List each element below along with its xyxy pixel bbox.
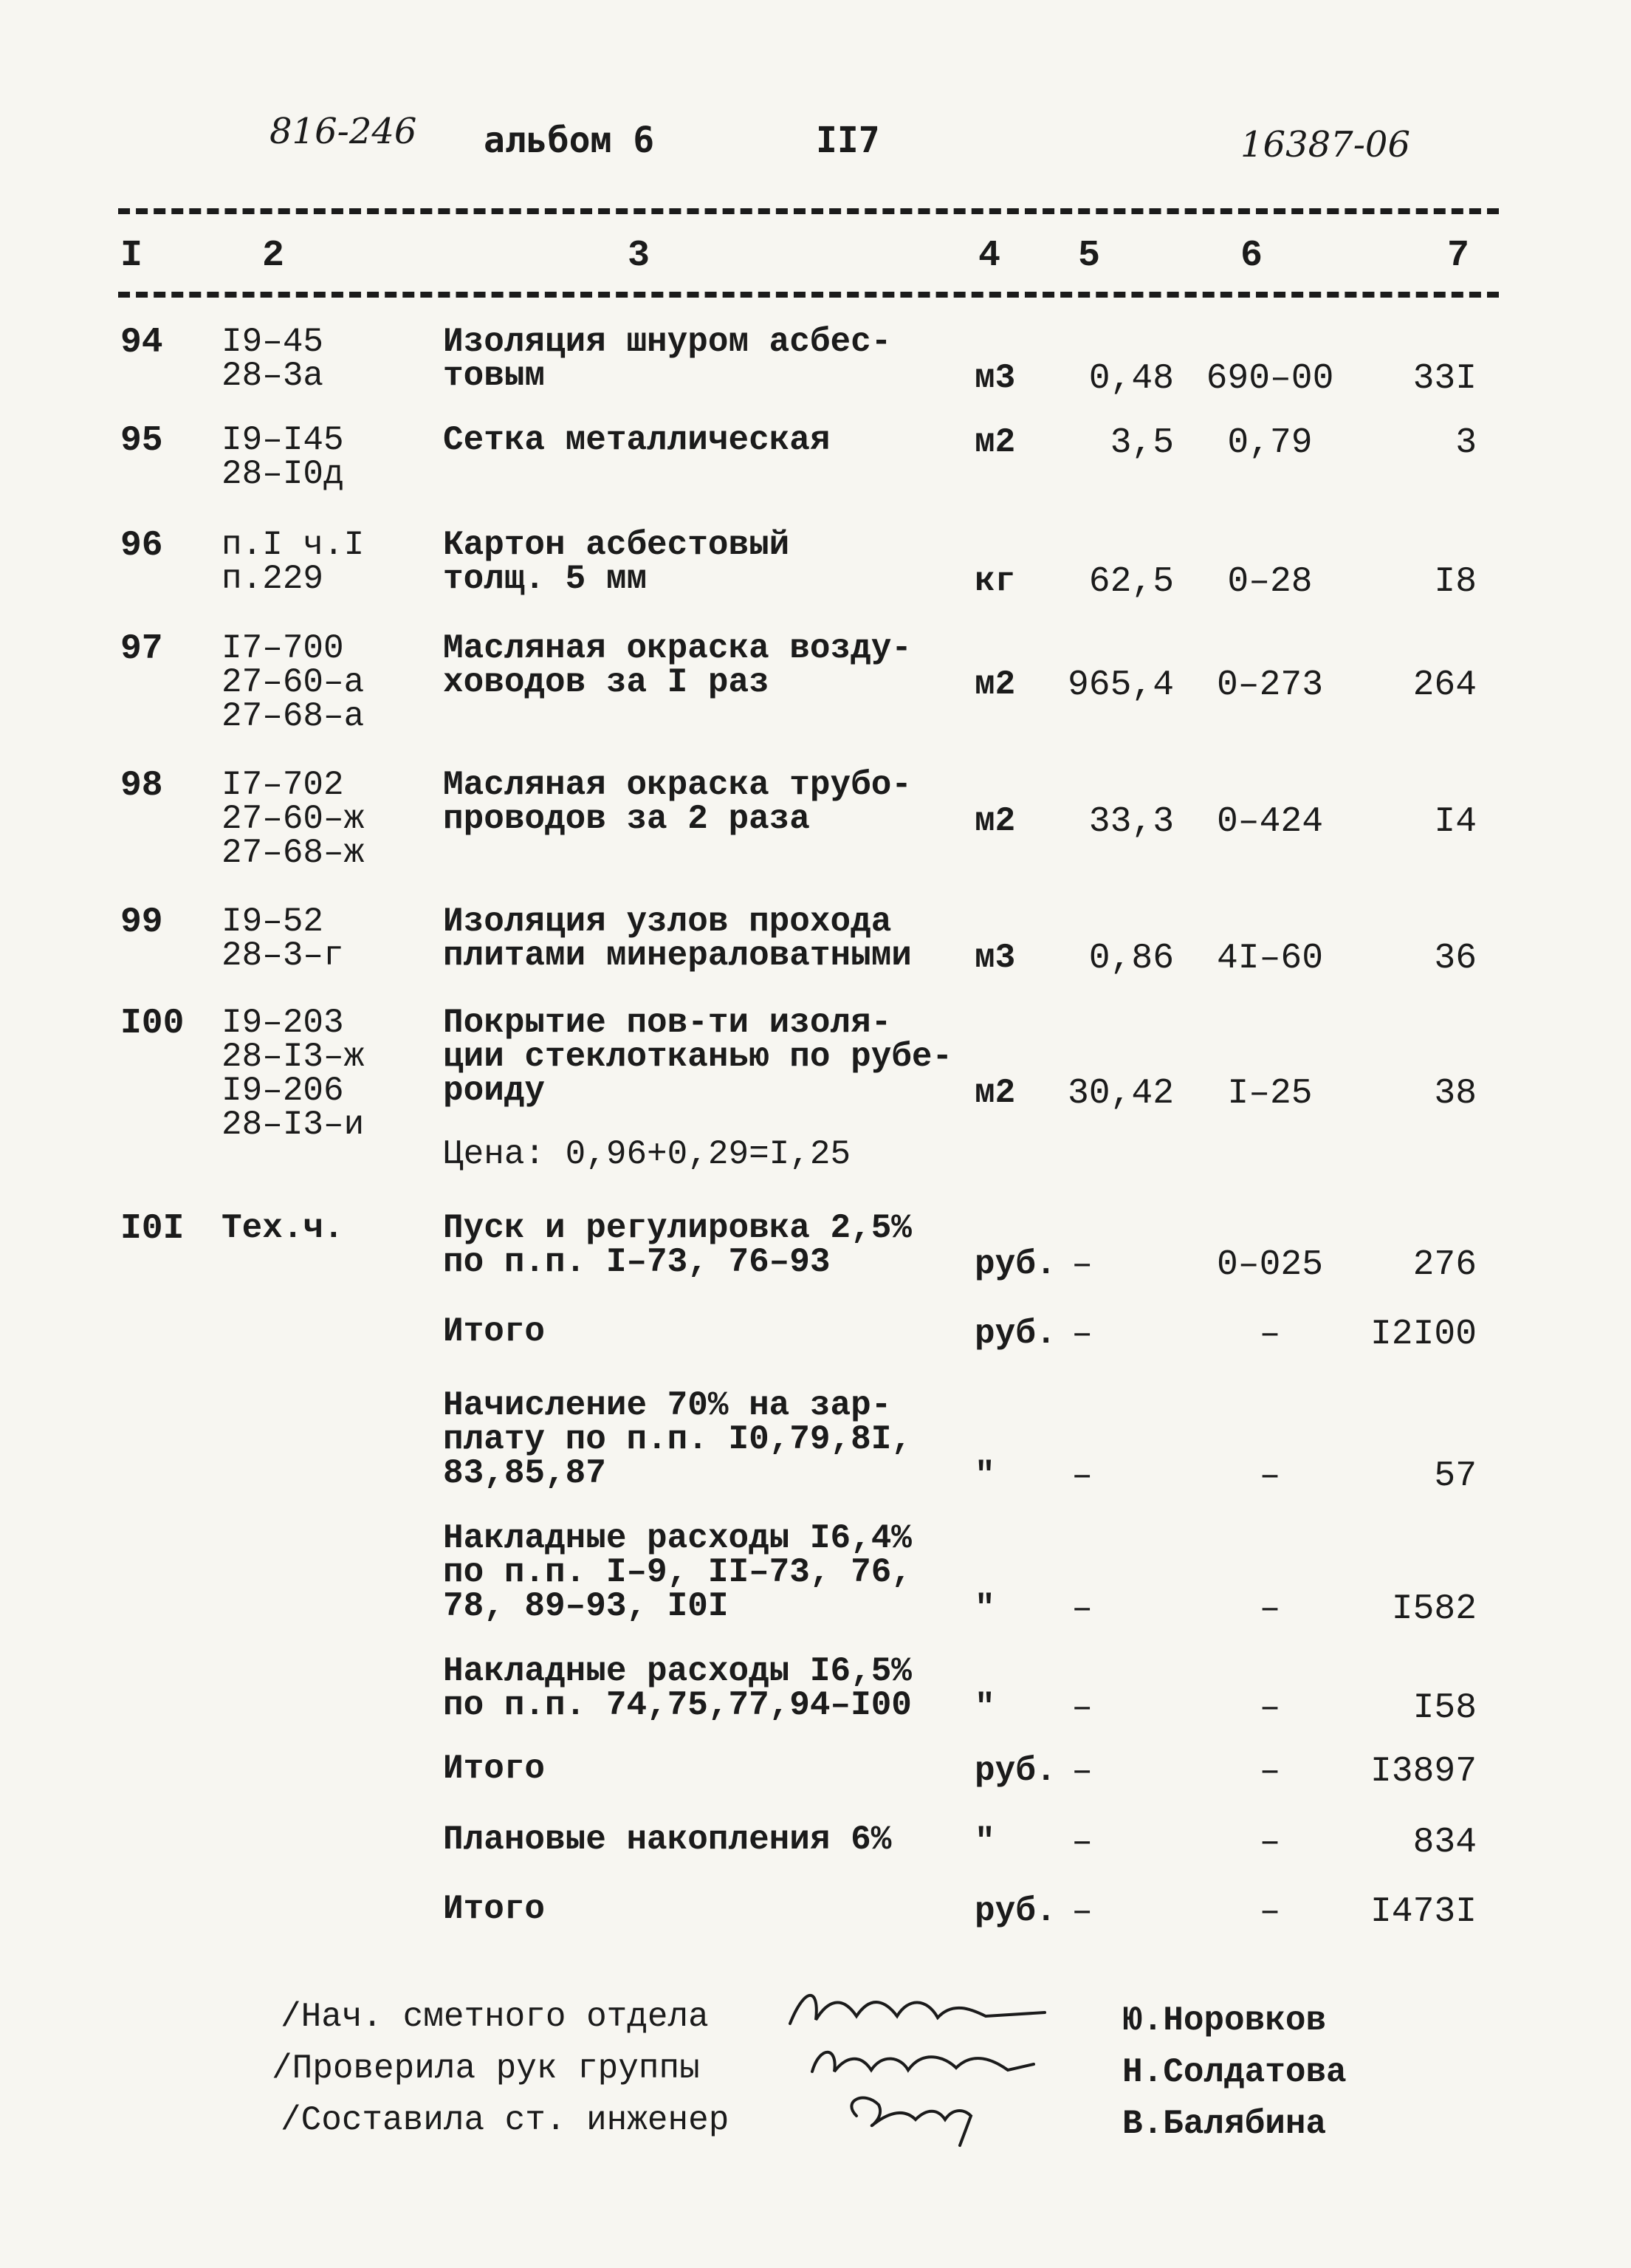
handwritten-code-right: 16387-06 — [1240, 124, 1410, 165]
row-unit: м2 — [975, 802, 1016, 840]
row-price: 0–28 — [1227, 562, 1313, 602]
row-description: Покрытие пов-ти изоля- ции стеклотканью по рубе- роиду — [443, 1004, 953, 1110]
col-header-3: 3 — [628, 235, 650, 277]
col-header-5: 5 — [1078, 235, 1101, 277]
row-quantity: 62,5 — [1088, 562, 1174, 602]
row-price: 0–424 — [1216, 802, 1324, 842]
page-number: II7 — [816, 120, 880, 161]
row-unit: м3 — [975, 359, 1016, 397]
row-description: Изоляция шнуром асбес- товым — [443, 323, 892, 395]
header-rule-bottom — [118, 292, 1499, 298]
row-codes: I9–45 28–3а — [222, 323, 324, 395]
summary-unit: руб. — [975, 1752, 1057, 1790]
summary-description: Плановые накопления 6% — [443, 1820, 892, 1859]
row-number: I0I — [120, 1209, 185, 1249]
row-unit: м2 — [975, 423, 1016, 462]
row-number: 99 — [120, 902, 163, 942]
row-codes: I7–702 27–60–ж 27–68–ж — [222, 766, 365, 872]
summary-quantity: – — [1071, 1315, 1093, 1354]
row-unit: м2 — [975, 1074, 1016, 1112]
summary-description: Накладные расходы I6,5% по п.п. 74,75,77,94–I00 — [443, 1652, 912, 1724]
row-number: 96 — [120, 526, 163, 566]
summary-quantity: – — [1071, 1688, 1093, 1728]
row-total: 276 — [1412, 1245, 1477, 1285]
summary-quantity: – — [1071, 1752, 1093, 1792]
row-unit: м3 — [975, 939, 1016, 977]
row-price: 0,79 — [1227, 423, 1313, 463]
album-label: альбом 6 — [484, 120, 655, 161]
row-unit: кг — [975, 562, 1016, 600]
row-description: Изоляция узлов прохода плитами минераловатными — [443, 902, 912, 975]
row-codes: Тех.ч. — [222, 1209, 344, 1247]
row-total: I8 — [1434, 562, 1477, 602]
summary-description: Начисление 70% на зар- плату по п.п. I0,79,8I, 83,85,87 — [443, 1386, 912, 1493]
row-number: 98 — [120, 766, 163, 806]
summary-total: I2I00 — [1370, 1315, 1477, 1354]
row-quantity: – — [1071, 1245, 1093, 1285]
summary-total: I473I — [1370, 1892, 1477, 1932]
row-total: 3 — [1455, 423, 1477, 463]
row-number: 94 — [120, 323, 163, 363]
summary-price: – — [1259, 1688, 1281, 1728]
signature-role: /Нач. сметного отдела — [281, 1998, 709, 2036]
row-quantity: 0,86 — [1088, 939, 1174, 979]
handwritten-signature-1 — [775, 1979, 1056, 2038]
row-total: 38 — [1434, 1074, 1477, 1114]
signature-name: В.Балябина — [1122, 2105, 1327, 2143]
summary-quantity: – — [1071, 1456, 1093, 1496]
row-price: 0–025 — [1216, 1245, 1324, 1285]
summary-total: I58 — [1412, 1688, 1477, 1728]
summary-price: – — [1259, 1823, 1281, 1863]
summary-total: I3897 — [1370, 1752, 1477, 1792]
summary-total: I582 — [1391, 1589, 1477, 1629]
handwritten-signature-2 — [797, 2035, 1048, 2094]
summary-price: – — [1259, 1589, 1281, 1629]
row-description: Картон асбестовый толщ. 5 мм — [443, 526, 790, 598]
signature-name: Ю.Норовков — [1122, 2001, 1327, 2040]
summary-quantity: – — [1071, 1823, 1093, 1863]
signature-name: Н.Солдатова — [1122, 2053, 1347, 2091]
summary-price: – — [1259, 1752, 1281, 1792]
row-description: Сетка металлическая — [443, 421, 831, 459]
row-total: I4 — [1434, 802, 1477, 842]
row-total: 33I — [1412, 359, 1477, 399]
summary-unit: " — [975, 1823, 995, 1861]
summary-price: – — [1259, 1892, 1281, 1932]
handwritten-signature-3 — [834, 2086, 997, 2153]
summary-description: Накладные расходы I6,4% по п.п. I–9, II–73, 76, 78, 89–93, I0I — [443, 1519, 912, 1625]
row-number: 95 — [120, 421, 163, 461]
row-codes: I9–I45 28–I0д — [222, 421, 344, 493]
row-quantity: 30,42 — [1067, 1074, 1174, 1114]
price-note: Цена: 0,96+0,29=I,25 — [443, 1135, 851, 1174]
col-header-6: 6 — [1240, 235, 1263, 277]
row-description: Масляная окраска возду- ховодов за I раз — [443, 629, 912, 702]
summary-quantity: – — [1071, 1589, 1093, 1629]
row-price: 4I–60 — [1216, 939, 1324, 979]
header-rule-top — [118, 208, 1499, 214]
summary-unit: " — [975, 1456, 995, 1495]
summary-price: – — [1259, 1456, 1281, 1496]
row-price: I–25 — [1227, 1074, 1313, 1114]
summary-price: – — [1259, 1315, 1281, 1354]
summary-description: Итого — [443, 1890, 546, 1928]
row-quantity: 0,48 — [1088, 359, 1174, 399]
row-unit: м2 — [975, 665, 1016, 704]
signature-role: /Составила ст. инженер — [281, 2101, 729, 2139]
summary-unit: руб. — [975, 1315, 1057, 1353]
row-quantity: 3,5 — [1110, 423, 1174, 463]
summary-quantity: – — [1071, 1892, 1093, 1932]
row-description: Пуск и регулировка 2,5% по п.п. I–73, 76–93 — [443, 1209, 912, 1281]
row-codes: I7–700 27–60–а 27–68–а — [222, 629, 365, 736]
row-description: Масляная окраска трубо- проводов за 2 раза — [443, 766, 912, 838]
summary-description: Итого — [443, 1312, 546, 1351]
col-header-1: I — [120, 235, 143, 277]
col-header-4: 4 — [978, 235, 1001, 277]
row-codes: п.I ч.I п.229 — [222, 526, 365, 598]
row-codes: I9–52 28–3–г — [222, 902, 344, 975]
row-quantity: 965,4 — [1067, 665, 1174, 705]
row-unit: руб. — [975, 1245, 1057, 1284]
row-total: 264 — [1412, 665, 1477, 705]
row-price: 690–00 — [1206, 359, 1334, 399]
row-number: I00 — [120, 1004, 185, 1044]
summary-unit: " — [975, 1688, 995, 1727]
summary-total: 834 — [1412, 1823, 1477, 1863]
summary-description: Итого — [443, 1750, 546, 1788]
row-total: 36 — [1434, 939, 1477, 979]
row-price: 0–273 — [1216, 665, 1324, 705]
row-quantity: 33,3 — [1088, 802, 1174, 842]
col-header-7: 7 — [1447, 235, 1470, 277]
col-header-2: 2 — [262, 235, 285, 277]
signature-role: /Проверила рук группы — [272, 2049, 700, 2088]
summary-unit: руб. — [975, 1892, 1057, 1930]
summary-total: 57 — [1434, 1456, 1477, 1496]
row-codes: I9–203 28–I3–ж I9–206 28–I3–и — [222, 1004, 365, 1144]
handwritten-code-left: 816-246 — [269, 111, 417, 152]
summary-unit: " — [975, 1589, 995, 1628]
row-number: 97 — [120, 629, 163, 669]
